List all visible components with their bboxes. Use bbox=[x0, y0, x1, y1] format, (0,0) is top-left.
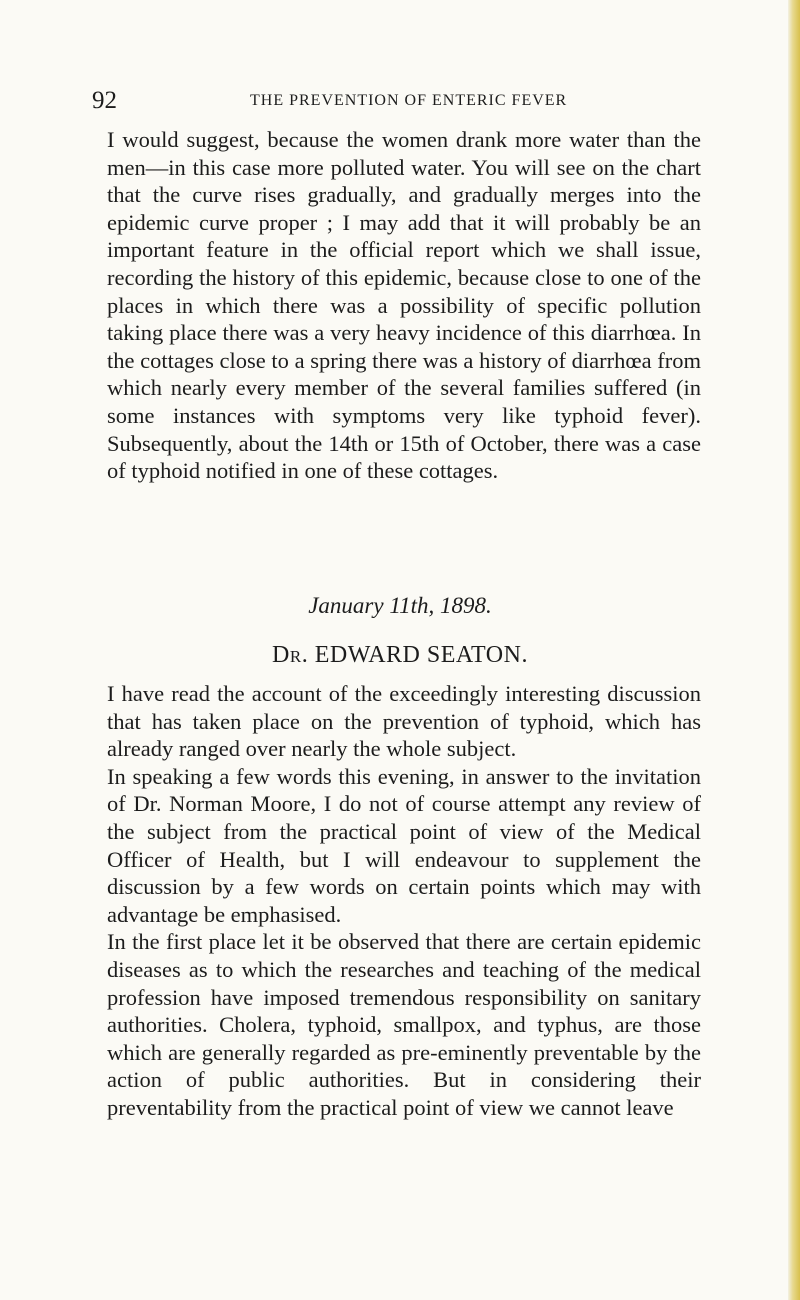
body-text-bottom bbox=[107, 680, 701, 1122]
paragraph: In speaking a few words this evening, in answer to the invitation of Dr. Norman Moore, I do not of course attempt any review of the subject from the practical point of view of the Medical Officer of Health, but I will endeavour to supplement the discussion by a few words on certain points which may with advantage be emphasised. bbox=[107, 763, 701, 927]
running-title: THE PREVENTION OF ENTERIC FEVER bbox=[250, 92, 568, 109]
page-number: 92 bbox=[92, 87, 117, 114]
speaker-heading bbox=[0, 642, 800, 669]
dateline: January 11th, 1898. bbox=[308, 593, 492, 618]
body-text-top bbox=[107, 126, 701, 485]
paragraph: I would suggest, because the women drank more water than the men—in this case more polluted water. You will see on the chart that the curve rises gradually, and gradually merges into the epidemic curve proper ; I may add that it will probably be an important feature in the official report which we shall issue, recording the history of this epidemic, because close to one of the places in which there was a possibility of specific pollution taking place there was a very heavy incidence of this diarrhœa. In the cottages close to a spring there was a history of diarrhœa from which nearly every member of the several families suffered (in some instances with symptoms very like typhoid fever). Subsequently, about the 14th or 15th of October, there was a case of typhoid notified in one of these cottages. bbox=[107, 127, 701, 484]
paragraph: I have read the account of the exceedingly interesting discussion that has taken place on the prevention of typhoid, which has already ranged over nearly the whole subject. bbox=[107, 681, 701, 762]
speaker-title: Dr. bbox=[272, 642, 309, 668]
paragraph: In the first place let it be observed that there are certain epidemic diseases as to which the researches and teaching of the medical profession have imposed tremendous responsibility on sanitary authorities. Cholera, typhoid, smallpox, and typhus, are those which are generally regarded as pre-eminently preventable by the action of public authorities. But in considering their preventability from the practical point of view we cannot leave bbox=[107, 929, 701, 1120]
page-header bbox=[92, 86, 692, 116]
speaker-name: EDWARD SEATON. bbox=[314, 642, 528, 668]
